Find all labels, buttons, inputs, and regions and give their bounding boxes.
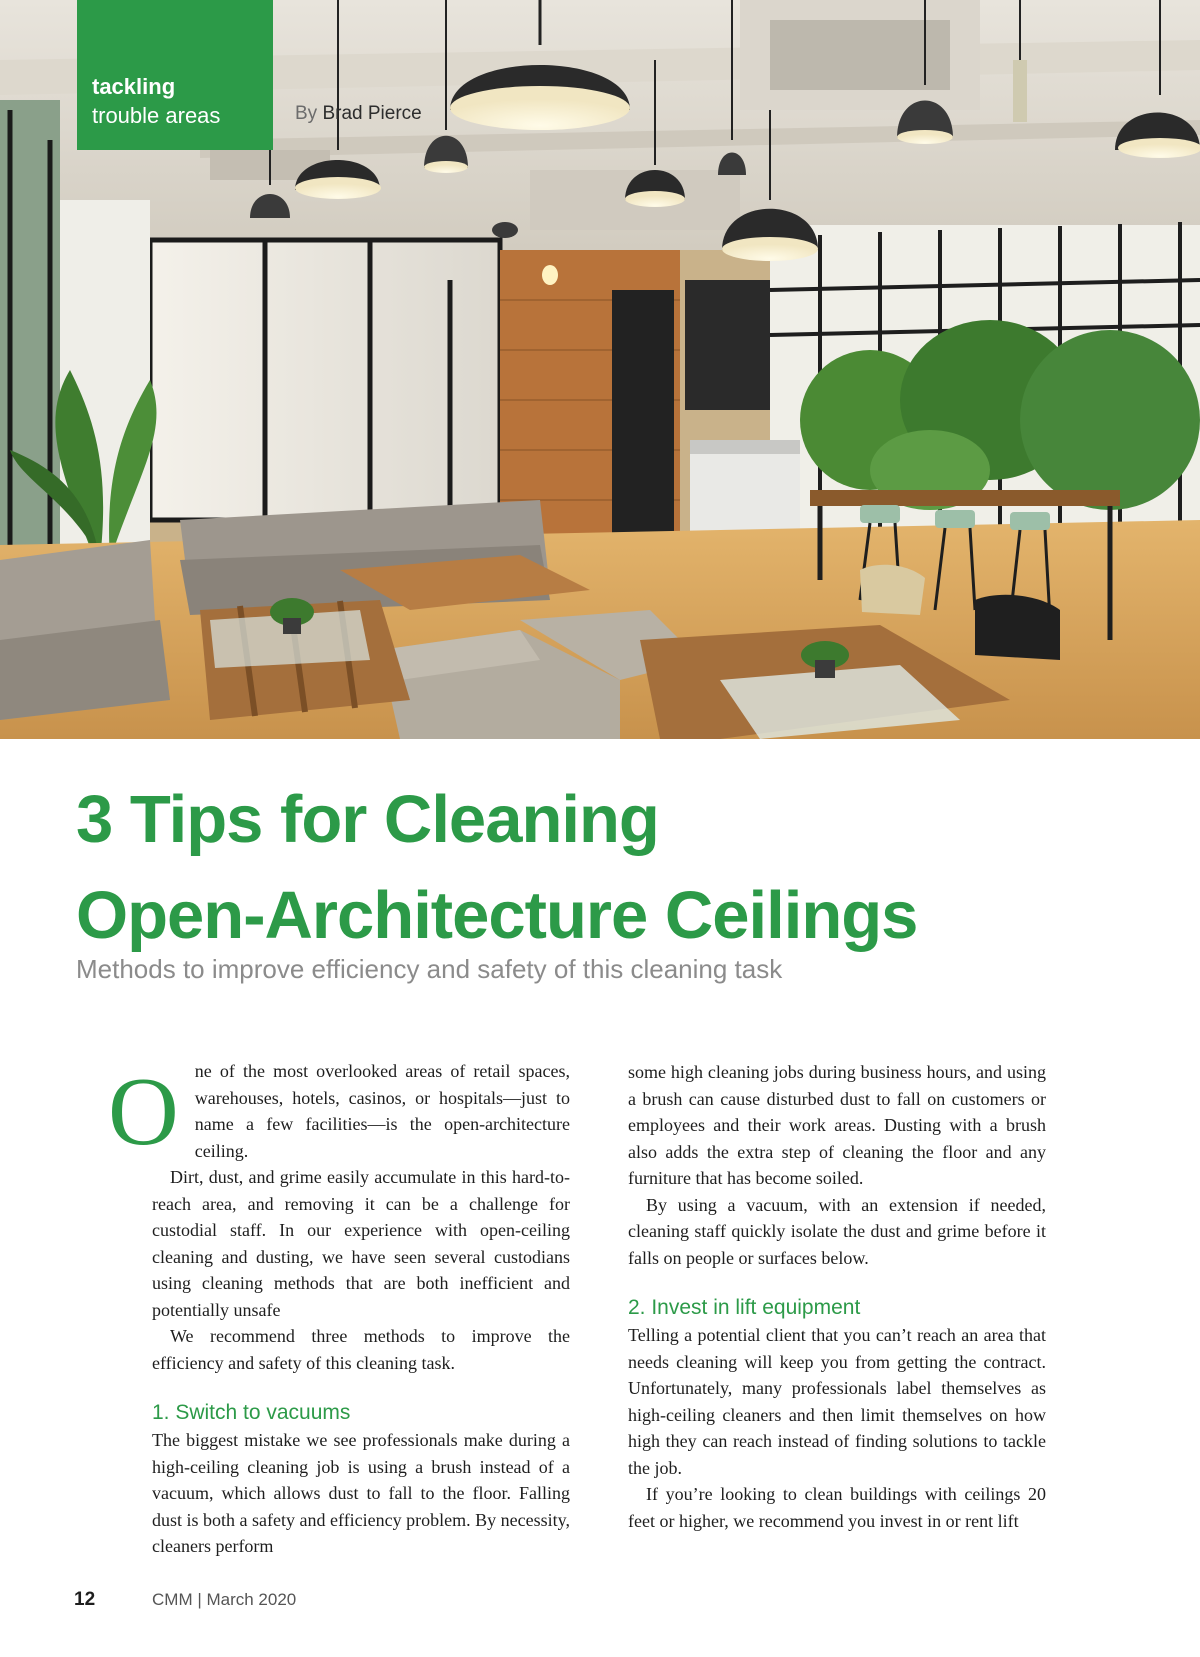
article-paragraph: Telling a potential client that you can’t reach an area that needs cleaning will keep you from getting the contract. Unfortunately, many professionals label themselves as high-ceiling cleaners and then limit themselves on how high they can reach instead of finding solutions to tackle the job. (628, 1325, 1046, 1478)
article-paragraph: We recommend three methods to improve the efficiency and safety of this cleaning task. (152, 1326, 570, 1373)
headline-line-1: 3 Tips for Cleaning (76, 782, 659, 857)
page-number: 12 (74, 1589, 96, 1610)
article-paragraph: some high cleaning jobs during business hours, and using a brush can cause disturbed dust to fall on customers or employees and their work areas. Dusting with a brush also adds the extra step of cleaning the floor and any furniture that has become soiled. (628, 1062, 1046, 1188)
byline (295, 103, 422, 125)
headline-line-2: Open-Architecture Ceilings (76, 878, 918, 953)
article-headline (76, 772, 1156, 964)
article-subtitle: Methods to improve efficiency and safety of this cleaning task (76, 954, 783, 984)
hero-image (0, 0, 1200, 739)
section-tag-secondary: trouble areas (92, 103, 221, 128)
paragraph-text: ne of the most overlooked areas of retail spaces, warehouses, hotels, casinos, or hospitals—just to name a few facilities—is the open-architecture ceiling. (194, 1061, 570, 1161)
section-tag-primary: tackling (92, 74, 176, 99)
article-paragraph: Dirt, dust, and grime easily accumulate in this hard-to-reach area, and removing it can be a challenge for custodial staff. In our experience with open-ceiling cleaning and dusting, we have seen several custodians using cleaning methods that are both inefficient and potentially unsafe (152, 1167, 570, 1320)
byline-prefix: By (295, 103, 318, 124)
article-paragraph: If you’re looking to clean buildings with ceilings 20 feet or higher, we recommend you invest in or rent lift (628, 1484, 1046, 1531)
issue-label: CMM | March 2020 (152, 1590, 297, 1609)
article-column-left (108, 1058, 570, 1560)
byline-author: Brad Pierce (322, 103, 422, 124)
drop-cap: O (108, 1058, 179, 1166)
article-paragraph (108, 1058, 570, 1166)
section-heading-lift-equipment: 2. Invest in lift equipment (628, 1296, 861, 1319)
section-heading-vacuums: 1. Switch to vacuums (152, 1401, 351, 1424)
article-paragraph: The biggest mistake we see professionals make during a high-ceiling cleaning job is using a brush instead of a vacuum, which allows dust to fall to the floor. Falling dust is both a safety and efficiency problem. By necessity, cleaners perform (152, 1430, 570, 1556)
section-tag (77, 0, 273, 150)
article-paragraph: By using a vacuum, with an extension if needed, cleaning staff quickly isolate the dust and grime before it falls on people or surfaces below. (628, 1194, 1046, 1268)
article-column-right (628, 1059, 1046, 1534)
